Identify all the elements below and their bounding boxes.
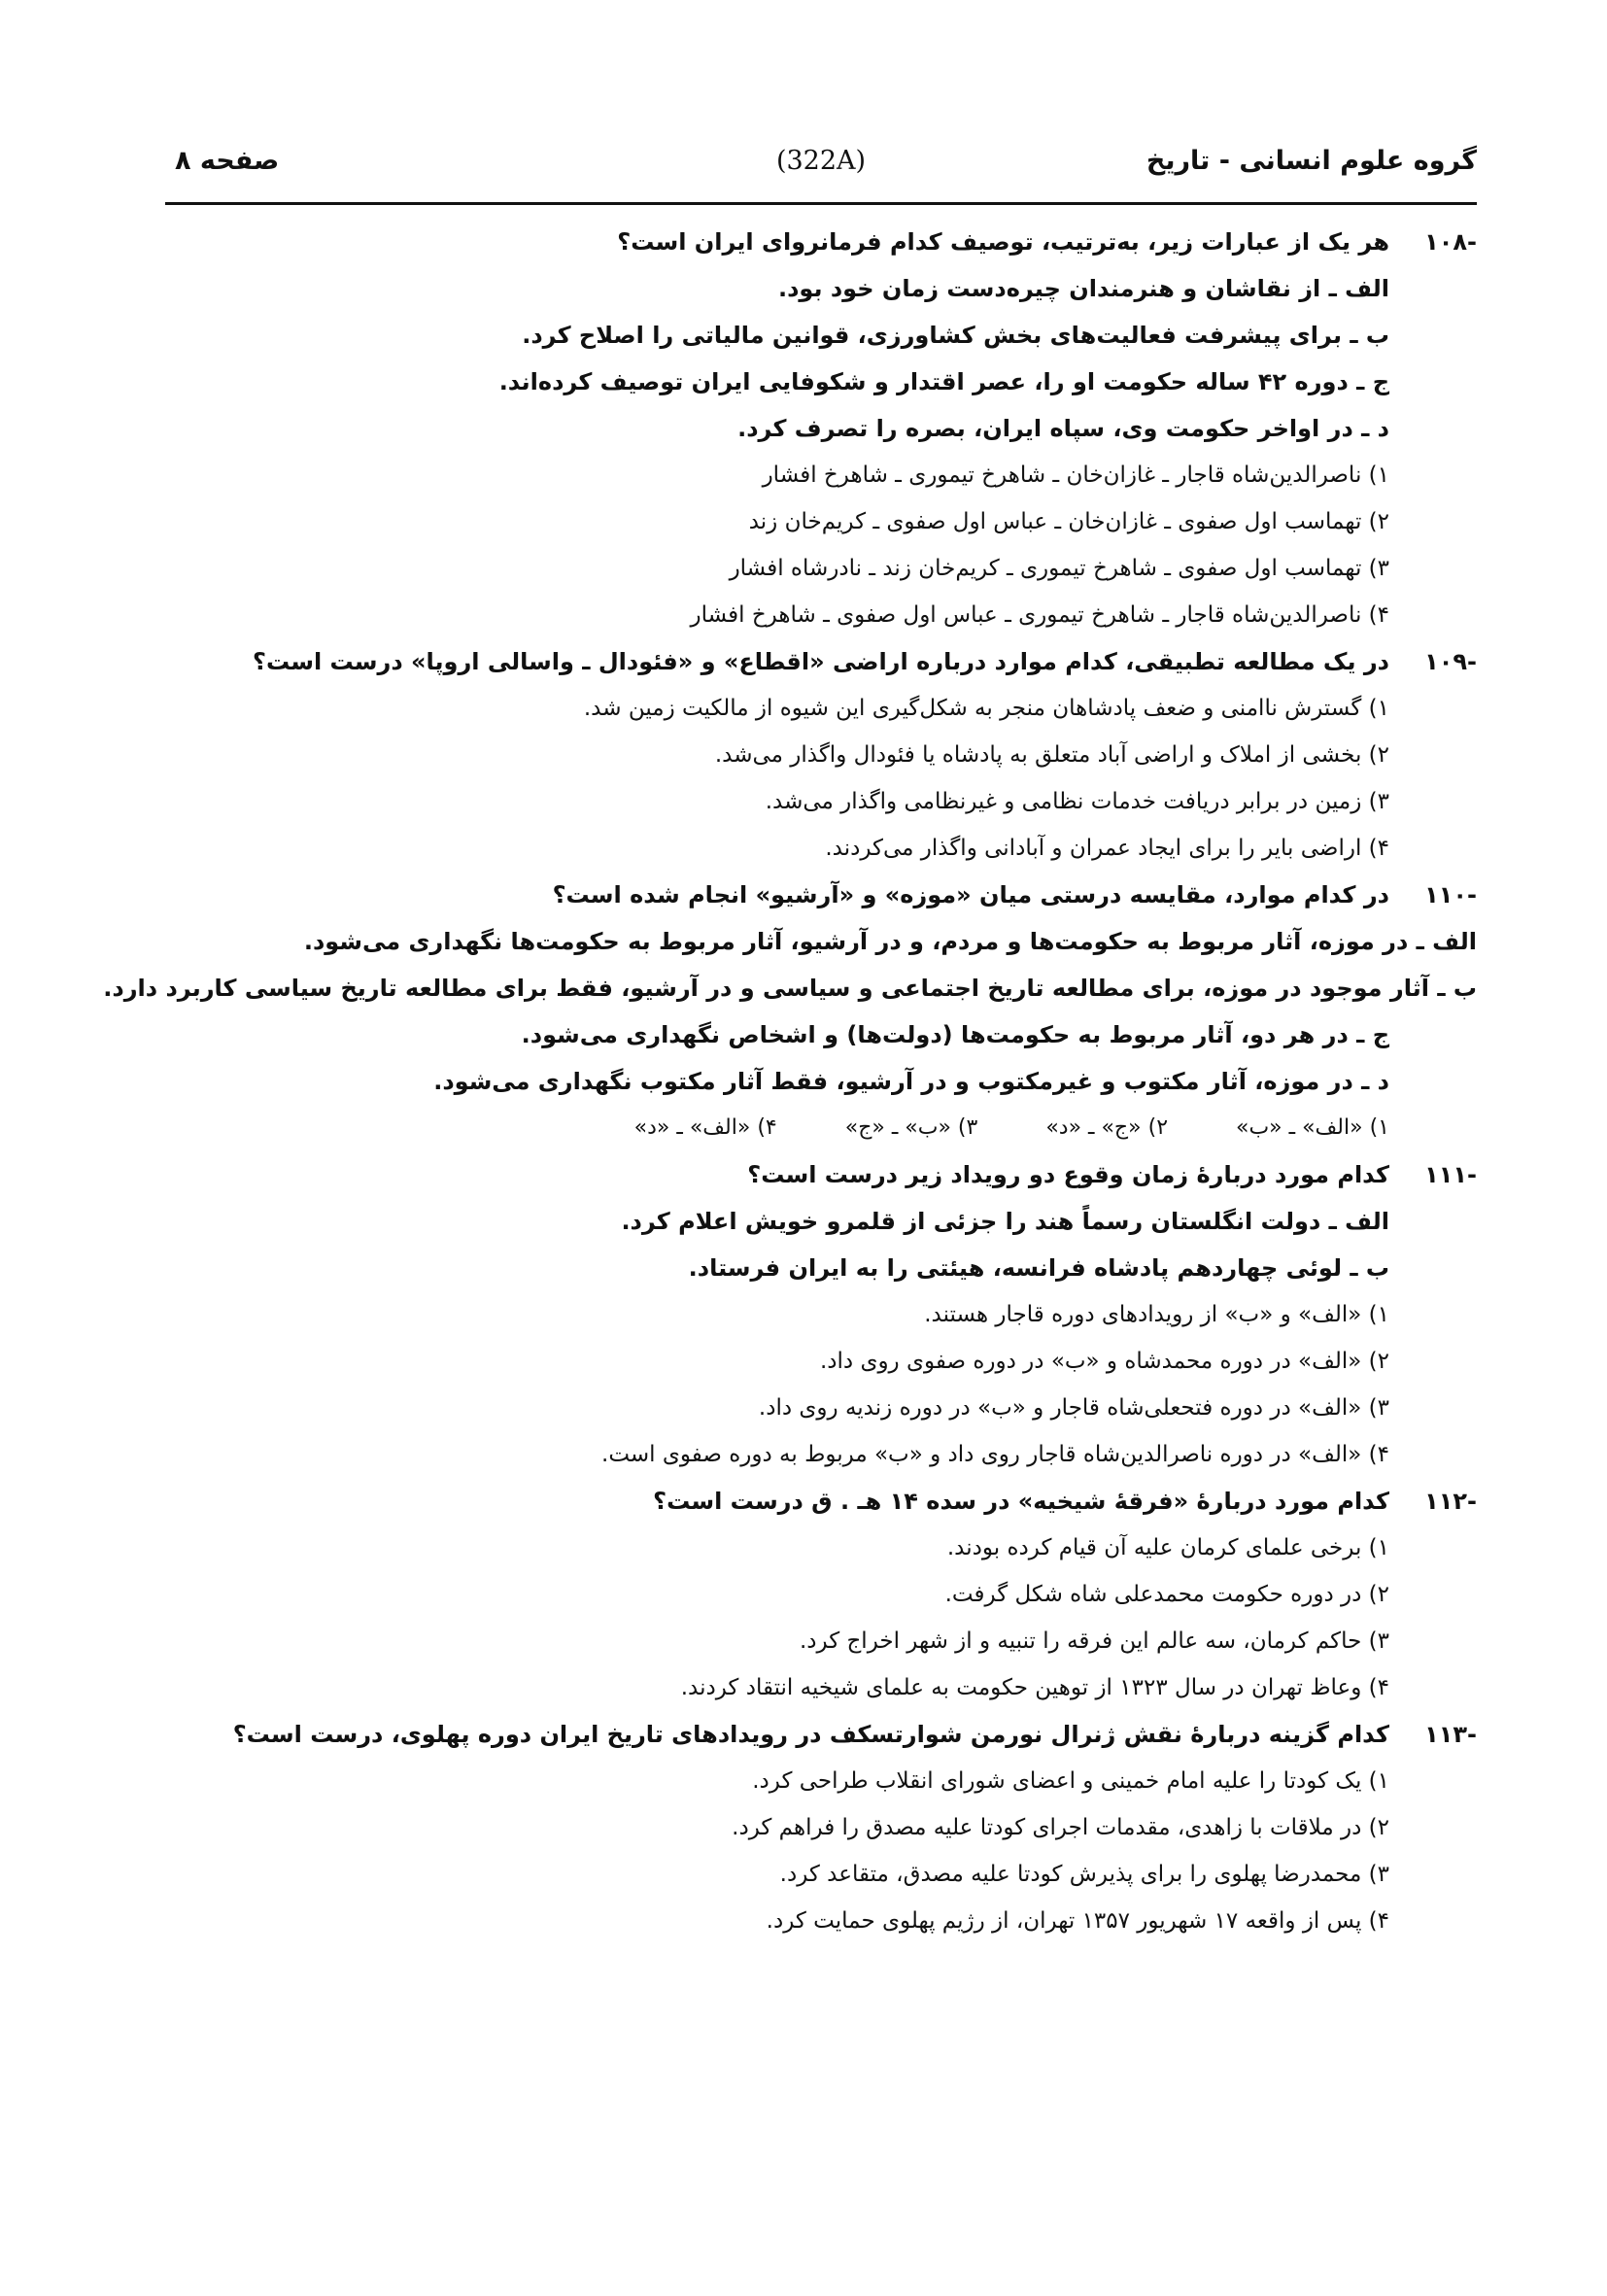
answer-option[interactable]: ۲) «الف» در دوره محمدشاه و «ب» در دوره صفوی روی داد. bbox=[819, 1349, 1389, 1374]
inline-options bbox=[146, 1105, 1389, 1151]
question-109 bbox=[146, 638, 1477, 872]
question-number: -۱۰۸ bbox=[1424, 228, 1477, 256]
statement: الف ـ در موزه، آثار مربوط به حکومت‌ها و مردم، و در آرشیو، آثار مربوط به حکومت‌ها نگهداری می‌شود. bbox=[303, 928, 1477, 955]
answer-option[interactable]: ۲) «ج» ـ «د» bbox=[1045, 1115, 1169, 1140]
question-stem: کدام مورد دربارهٔ «فرقهٔ شیخیه» در سده ۱۴ هـ . ق درست است؟ bbox=[653, 1488, 1389, 1515]
statement: د ـ در اواخر حکومت وی، سپاه ایران، بصره را تصرف کرد. bbox=[737, 415, 1389, 442]
answer-option[interactable]: ۳) محمدرضا پهلوی را برای پذیرش کودتا علیه مصدق، متقاعد کرد. bbox=[779, 1862, 1389, 1887]
exam-title: گروه علوم انسانی - تاریخ bbox=[1145, 146, 1477, 176]
question-number: -۱۱۲ bbox=[1424, 1488, 1477, 1515]
answer-option[interactable]: ۴) «الف» در دوره ناصرالدین‌شاه قاجار روی داد و «ب» مربوط به دوره صفوی است. bbox=[601, 1442, 1389, 1467]
answer-option[interactable]: ۱) گسترش ناامنی و ضعف پادشاهان منجر به شکل‌گیری این شیوه از مالکیت زمین شد. bbox=[583, 696, 1389, 721]
answer-option[interactable]: ۳) زمین در برابر دریافت خدمات نظامی و غیرنظامی واگذار می‌شد. bbox=[765, 789, 1389, 814]
question-stem: کدام گزینه دربارهٔ نقش ژنرال نورمن شوارتسکف در رویدادهای تاریخ ایران دوره پهلوی، درست است؟ bbox=[232, 1721, 1389, 1748]
statement: ب ـ لوئی چهاردهم پادشاه فرانسه، هیئتی را به ایران فرستاد. bbox=[688, 1254, 1389, 1282]
answer-option[interactable]: ۴) اراضی بایر را برای ایجاد عمران و آبادانی واگذار می‌کردند. bbox=[825, 836, 1389, 861]
answer-option[interactable]: ۳) «الف» در دوره فتحعلی‌شاه قاجار و «ب» در دوره زندیه روی داد. bbox=[758, 1395, 1389, 1421]
questions-list bbox=[103, 219, 1477, 1944]
question-number: -۱۰۹ bbox=[1424, 648, 1477, 675]
answer-option[interactable]: ۴) «الف» ـ «د» bbox=[633, 1115, 777, 1140]
statement: الف ـ دولت انگلستان رسماً هند را جزئی از قلمرو خویش اعلام کرد. bbox=[621, 1208, 1389, 1235]
answer-option[interactable]: ۱) «الف» ـ «ب» bbox=[1236, 1115, 1389, 1140]
question-113 bbox=[146, 1711, 1477, 1944]
statement: ج ـ دوره ۴۲ ساله حکومت او را، عصر اقتدار و شکوفایی ایران توصیف کرده‌اند. bbox=[498, 368, 1389, 395]
answer-option[interactable]: ۴) وعاظ تهران در سال ۱۳۲۳ از توهین حکومت به علمای شیخیه انتقاد کردند. bbox=[680, 1675, 1389, 1700]
answer-option[interactable]: ۱) «الف» و «ب» از رویدادهای دوره قاجار هستند. bbox=[924, 1302, 1389, 1327]
statement: ب ـ آثار موجود در موزه، برای مطالعه تاریخ اجتماعی و سیاسی و در آرشیو، فقط برای مطالعه تاریخ سیاسی کاربرد دارد. bbox=[103, 975, 1477, 1002]
question-stem: هر یک از عبارات زیر، به‌ترتیب، توصیف کدام فرمانروای ایران است؟ bbox=[617, 228, 1389, 256]
page-number: صفحه ۸ bbox=[175, 146, 280, 176]
answer-option[interactable]: ۱) ناصرالدین‌شاه قاجار ـ غازان‌خان ـ شاهرخ تیموری ـ شاهرخ افشار bbox=[762, 463, 1389, 488]
question-number: -۱۱۳ bbox=[1424, 1721, 1477, 1748]
question-stem: در کدام موارد، مقایسه درستی میان «موزه» و «آرشیو» انجام شده است؟ bbox=[552, 881, 1389, 908]
question-stem: کدام مورد دربارهٔ زمان وقوع دو رویداد زیر درست است؟ bbox=[747, 1161, 1389, 1188]
answer-option[interactable]: ۳) حاکم کرمان، سه عالم این فرقه را تنبیه و از شهر اخراج کرد. bbox=[799, 1628, 1389, 1654]
answer-option[interactable]: ۲) در دوره حکومت محمدعلی شاه شکل گرفت. bbox=[944, 1582, 1389, 1607]
statement: ج ـ در هر دو، آثار مربوط به حکومت‌ها (دولت‌ها) و اشخاص نگهداری می‌شود. bbox=[521, 1021, 1389, 1048]
question-stem: در یک مطالعه تطبیقی، کدام موارد درباره اراضی «اقطاع» و «فئودال ـ واسالی اروپا» درست است؟ bbox=[253, 648, 1389, 675]
question-108 bbox=[146, 219, 1477, 638]
statement: ب ـ برای پیشرفت فعالیت‌های بخش کشاورزی، قوانین مالیاتی را اصلاح کرد. bbox=[522, 322, 1389, 349]
question-number: -۱۱۱ bbox=[1424, 1161, 1477, 1188]
answer-option[interactable]: ۳) تهماسب اول صفوی ـ شاهرخ تیموری ـ کریم‌خان زند ـ نادرشاه افشار bbox=[729, 556, 1389, 581]
page-header bbox=[165, 146, 1477, 194]
statement: د ـ در موزه، آثار مکتوب و غیرمکتوب و در آرشیو، فقط آثار مکتوب نگهداری می‌شود. bbox=[433, 1068, 1389, 1095]
answer-option[interactable]: ۱) برخی علمای کرمان علیه آن قیام کرده بودند. bbox=[946, 1535, 1389, 1560]
answer-option[interactable]: ۴) پس از واقعه ۱۷ شهریور ۱۳۵۷ تهران، از رژیم پهلوی حمایت کرد. bbox=[766, 1908, 1389, 1934]
exam-code: (322A) bbox=[775, 146, 867, 176]
answer-option[interactable]: ۲) در ملاقات با زاهدی، مقدمات اجرای کودتا علیه مصدق را فراهم کرد. bbox=[732, 1815, 1389, 1840]
question-111 bbox=[146, 1151, 1477, 1478]
question-number: -۱۱۰ bbox=[1424, 881, 1477, 908]
answer-option[interactable]: ۲) بخشی از املاک و اراضی آباد متعلق به پادشاه یا فئودال واگذار می‌شد. bbox=[714, 742, 1389, 768]
statement: الف ـ از نقاشان و هنرمندان چیره‌دست زمان خود بود. bbox=[777, 275, 1389, 302]
question-112 bbox=[146, 1478, 1477, 1711]
answer-option[interactable]: ۴) ناصرالدین‌شاه قاجار ـ شاهرخ تیموری ـ عباس اول صفوی ـ شاهرخ افشار bbox=[690, 602, 1389, 628]
answer-option[interactable]: ۲) تهماسب اول صفوی ـ غازان‌خان ـ عباس اول صفوی ـ کریم‌خان زند bbox=[748, 509, 1389, 534]
answer-option[interactable]: ۳) «ب» ـ «ج» bbox=[844, 1115, 978, 1140]
header-divider bbox=[165, 202, 1477, 205]
question-110 bbox=[103, 872, 1477, 1151]
answer-option[interactable]: ۱) یک کودتا را علیه امام خمینی و اعضای شورای انقلاب طراحی کرد. bbox=[752, 1768, 1389, 1794]
